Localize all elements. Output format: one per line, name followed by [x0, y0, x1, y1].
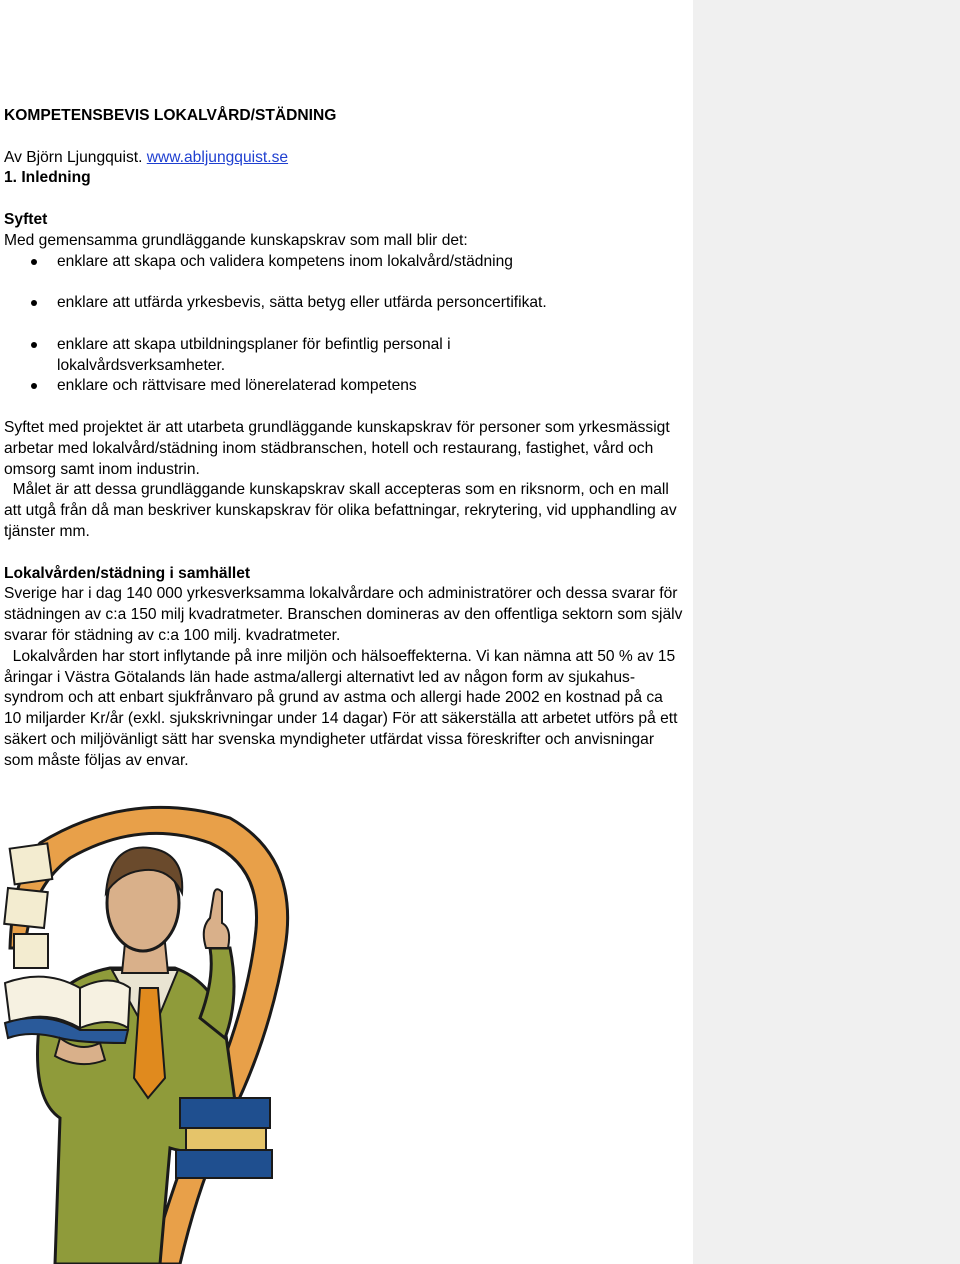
author-prefix: Av Björn Ljungquist.	[4, 148, 147, 166]
list-item	[4, 376, 684, 397]
syftet-intro: Med gemensamma grundläggande kunskapskrav som mall blir det:	[4, 231, 468, 249]
list-item-text: enklare att skapa utbildningsplaner för befintlig personal i lokalvårdsverksamheter.	[57, 335, 451, 374]
goal-list	[4, 252, 684, 398]
author-link[interactable]: www.abljungquist.se	[146, 148, 289, 166]
book-stack	[176, 1098, 272, 1178]
comment-sidebar	[693, 0, 960, 1264]
author-line	[4, 148, 684, 169]
section-heading-inledning: 1. Inledning	[4, 169, 91, 187]
paragraph-sverige: Sverige har i dag 140 000 yrkesverksamma lokalvårdare och administratörer och dessa svarar för städningen av c:a 150 milj kvadratmeter. Branschen domineras av den offentliga sektorn som själv svarar för städning av c:a 100 milj. kvadratmeter.	[4, 585, 683, 644]
lokal-heading: Lokalvården/städning i samhället	[4, 564, 251, 582]
paragraph-malet	[4, 480, 684, 542]
bullet-icon	[31, 300, 37, 306]
list-item-text: enklare att skapa och validera kompetens inom lokalvård/städning	[57, 252, 513, 270]
list-item	[4, 293, 684, 314]
document-body	[4, 106, 684, 772]
list-item	[4, 335, 684, 377]
teacher-clipart-image	[0, 798, 300, 1264]
bullet-icon	[31, 383, 37, 389]
list-item-text: enklare att utfärda yrkesbevis, sätta betyg eller utfärda personcertifikat.	[57, 294, 547, 312]
paragraph-lokalvarden-text: Lokalvården har stort inflytande på inre miljön och hälsoeffekterna. Vi kan nämna att 50 % av 15 åringar i Västra Götalands län hade astma/allergi alternativt led av någon form av sjukahus-syndrom och att enbart sjukfrånvaro på grund av astma och allergi hade 2002 en kostnad på ca 10 miljarder Kr/år (exkl. sjukskrivningar under 14 dagar) För att säkerställa att arbetet utförs på ett säkert och miljövänligt sätt har svenska myndigheter utfärdat vissa föreskrifter och anvisningar som måste följas av envar.	[4, 647, 678, 769]
list-item	[4, 252, 684, 273]
document-title: KOMPETENSBEVIS LOKALVÅRD/STÄDNING	[4, 107, 337, 124]
paragraph-malet-text: Målet är att dessa grundläggande kunskapskrav skall accepteras som en riksnorm, och en mall att utgå från då man beskriver kunskapskrav för olika befattningar, rekrytering, vid upphandling av tjänster mm.	[4, 481, 677, 540]
list-item-text: enklare och rättvisare med lönerelaterad kompetens	[57, 377, 417, 395]
bullet-icon	[31, 342, 37, 348]
open-book	[5, 977, 130, 1043]
paragraph-lokalvarden	[4, 647, 684, 772]
syftet-heading: Syftet	[4, 210, 48, 228]
bullet-icon	[31, 259, 37, 265]
paragraph-syfte: Syftet med projektet är att utarbeta grundläggande kunskapskrav för personer som yrkesmässigt arbetar med lokalvård/städning inom städbranschen, hotell och restaurang, fastighet, vård och omsorg samt inom industrin.	[4, 418, 670, 478]
